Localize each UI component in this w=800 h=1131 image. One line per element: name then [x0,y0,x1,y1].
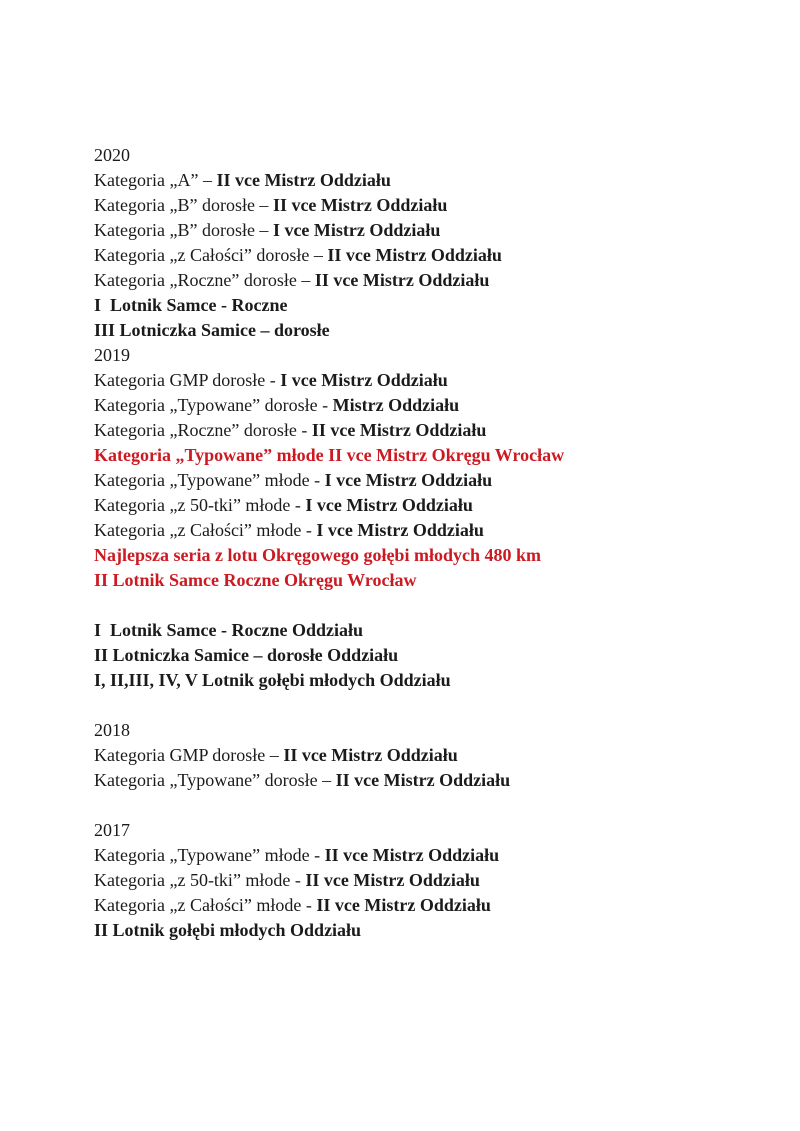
category-label-text: 2019 [94,345,130,365]
document-line [94,393,760,418]
bold-result-text: II Lotnik gołębi młodych Oddziału [94,920,362,940]
highlighted-red-text: II Lotnik Samce Roczne Okręgu Wrocław [94,570,417,590]
category-label-text: Kategoria „Typowane” młode - [94,845,325,865]
document-line [94,168,760,193]
document-line [94,618,760,643]
document-line [94,768,760,793]
category-label-text: Kategoria „z 50-tki” młode - [94,495,306,515]
highlighted-red-text: Najlepsza seria z lotu Okręgowego gołębi młodych 480 km [94,545,541,565]
document-line [94,543,760,568]
bold-result-text: I vce Mistrz Oddziału [316,520,484,540]
bold-result-text: II vce Mistrz Oddziału [283,745,458,765]
bold-result-text: I, II,III, IV, V Lotnik gołębi młodych Oddziału [94,670,451,690]
document-line [94,843,760,868]
document-line [94,218,760,243]
bold-result-text: II Lotniczka Samice – dorosłe Oddziału [94,645,399,665]
document-line [94,193,760,218]
bold-result-text: I Lotnik Samce - Roczne [94,295,288,315]
category-label-text: Kategoria „z 50-tki” młode - [94,870,306,890]
document-line [94,468,760,493]
bold-result-text: II vce Mistrz Oddziału [272,195,448,215]
bold-result-text: I vce Mistrz Oddziału [272,220,441,240]
bold-result-text: I vce Mistrz Oddziału [324,470,493,490]
bold-result-text: II vce Mistrz Oddziału [314,270,490,290]
document-line [94,268,760,293]
document-line [94,493,760,518]
category-label-text: Kategoria GMP dorosłe – [94,745,284,765]
bold-result-text: II vce Mistrz Oddziału [327,245,502,265]
category-label-text: Kategoria „B” dorosłe – [94,220,273,240]
category-label-text: Kategoria „Roczne” dorosłe - [94,420,312,440]
category-label-text: Kategoria „Typowane” dorosłe – [94,770,336,790]
document-line [94,368,760,393]
document-line [94,318,760,343]
bold-result-text: II vce Mistrz Oddziału [216,170,391,190]
category-label-text: 2018 [94,720,130,740]
document-line [94,743,760,768]
document-line [94,443,760,468]
document-line [94,243,760,268]
document-line [94,293,760,318]
blank-line [94,693,760,718]
document-line [94,668,760,693]
category-label-text: Kategoria „z Całości” młode - [94,895,317,915]
category-label-text: Kategoria „z Całości” dorosłe – [94,245,328,265]
bold-result-text: II vce Mistrz Oddziału [324,845,500,865]
category-label-text: Kategoria „Roczne” dorosłe – [94,270,315,290]
bold-result-text: II vce Mistrz Oddziału [335,770,511,790]
bold-result-text: II vce Mistrz Oddziału [316,895,491,915]
document-line [94,568,760,593]
category-label-text: 2017 [94,820,130,840]
document-line [94,868,760,893]
category-label-text: 2020 [94,145,130,165]
document-line [94,143,760,168]
category-label-text: Kategoria „Typowane” dorosłe - [94,395,333,415]
bold-result-text: I vce Mistrz Oddziału [280,370,448,390]
blank-line [94,593,760,618]
document-line [94,818,760,843]
bold-result-text: II vce Mistrz Oddziału [305,870,480,890]
highlighted-red-text: Kategoria „Typowane” młode II vce Mistrz Okręgu Wrocław [94,445,565,465]
document-line [94,643,760,668]
bold-result-text: I vce Mistrz Oddziału [305,495,473,515]
category-label-text: Kategoria „z Całości” młode - [94,520,317,540]
document-line [94,893,760,918]
document-line [94,718,760,743]
document-line [94,918,760,943]
blank-line [94,793,760,818]
document-line [94,518,760,543]
category-label-text: Kategoria „B” dorosłe – [94,195,273,215]
bold-result-text: III Lotniczka Samice – dorosłe [94,320,330,340]
category-label-text: Kategoria GMP dorosłe - [94,370,281,390]
bold-result-text: I Lotnik Samce - Roczne Oddziału [94,620,364,640]
bold-result-text: Mistrz Oddziału [332,395,460,415]
category-label-text: Kategoria „A” – [94,170,217,190]
achievements-list [94,143,760,943]
bold-result-text: II vce Mistrz Oddziału [311,420,487,440]
document-line [94,343,760,368]
category-label-text: Kategoria „Typowane” młode - [94,470,325,490]
document-line [94,418,760,443]
